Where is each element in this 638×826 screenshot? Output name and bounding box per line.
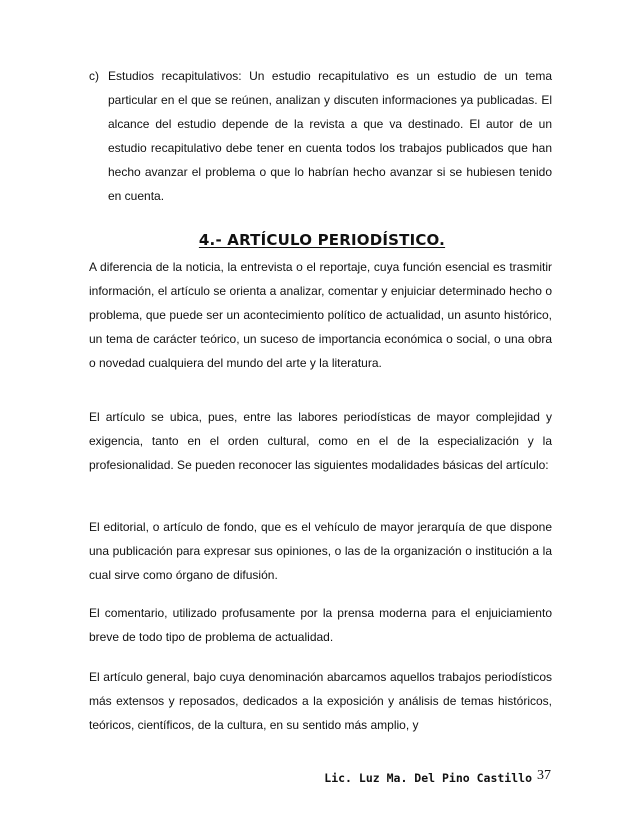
list-item-c xyxy=(89,64,552,208)
paragraph: El editorial, o artículo de fondo, que es el vehículo de mayor jerarquía de que dispone una publicación para expresar sus opiniones, o las de la organización o institución a la cual sirve como órgano de difusión. xyxy=(89,520,552,582)
paragraph: El artículo se ubica, pues, entre las labores periodísticas de mayor complejidad y exigencia, tanto en el orden cultural, como en el de la especialización y la profesionalidad. Se pueden reconocer las siguientes modalidades básicas del artículo: xyxy=(89,410,552,472)
paragraph: El artículo general, bajo cuya denominación abarcamos aquellos trabajos periodísticos más extensos y reposados, dedicados a la exposición y análisis de temas históricos, teóricos, científicos, de la cultura, en su sentido más amplio, y xyxy=(89,670,552,732)
page-number: 37 xyxy=(537,768,551,783)
list-marker: c) xyxy=(89,69,99,83)
paragraph: El comentario, utilizado profusamente por la prensa moderna para el enjuiciamiento breve de todo tipo de problema de actualidad. xyxy=(89,606,552,644)
paragraph: A diferencia de la noticia, la entrevista o el reportaje, cuya función esencial es trasmitir información, el artículo se orienta a analizar, comentar y enjuiciar determinado hecho o problema, que puede ser un acontecimiento político de actualidad, un asunto histórico, un tema de carácter teórico, un suceso de importancia económica o social, o una obra o novedad cualquiera del mundo del arte y la literatura. xyxy=(89,260,552,370)
footer-author: Lic. Luz Ma. Del Pino Castillo xyxy=(324,771,532,785)
section-heading: 4.- ARTÍCULO PERIODÍSTICO. xyxy=(198,231,446,249)
list-item-text: Estudios recapitulativos: Un estudio recapitulativo es un estudio de un tema particular en el que se reúnen, analizan y discuten informaciones ya publicadas. El alcance del estudio depende de la revista a que va destinado. El autor de un estudio recapitulativo debe tener en cuenta todos los trabajos publicados que han hecho avanzar el problema o que lo habrían hecho avanzar si se hubiesen tenido en cuenta. xyxy=(108,69,552,203)
